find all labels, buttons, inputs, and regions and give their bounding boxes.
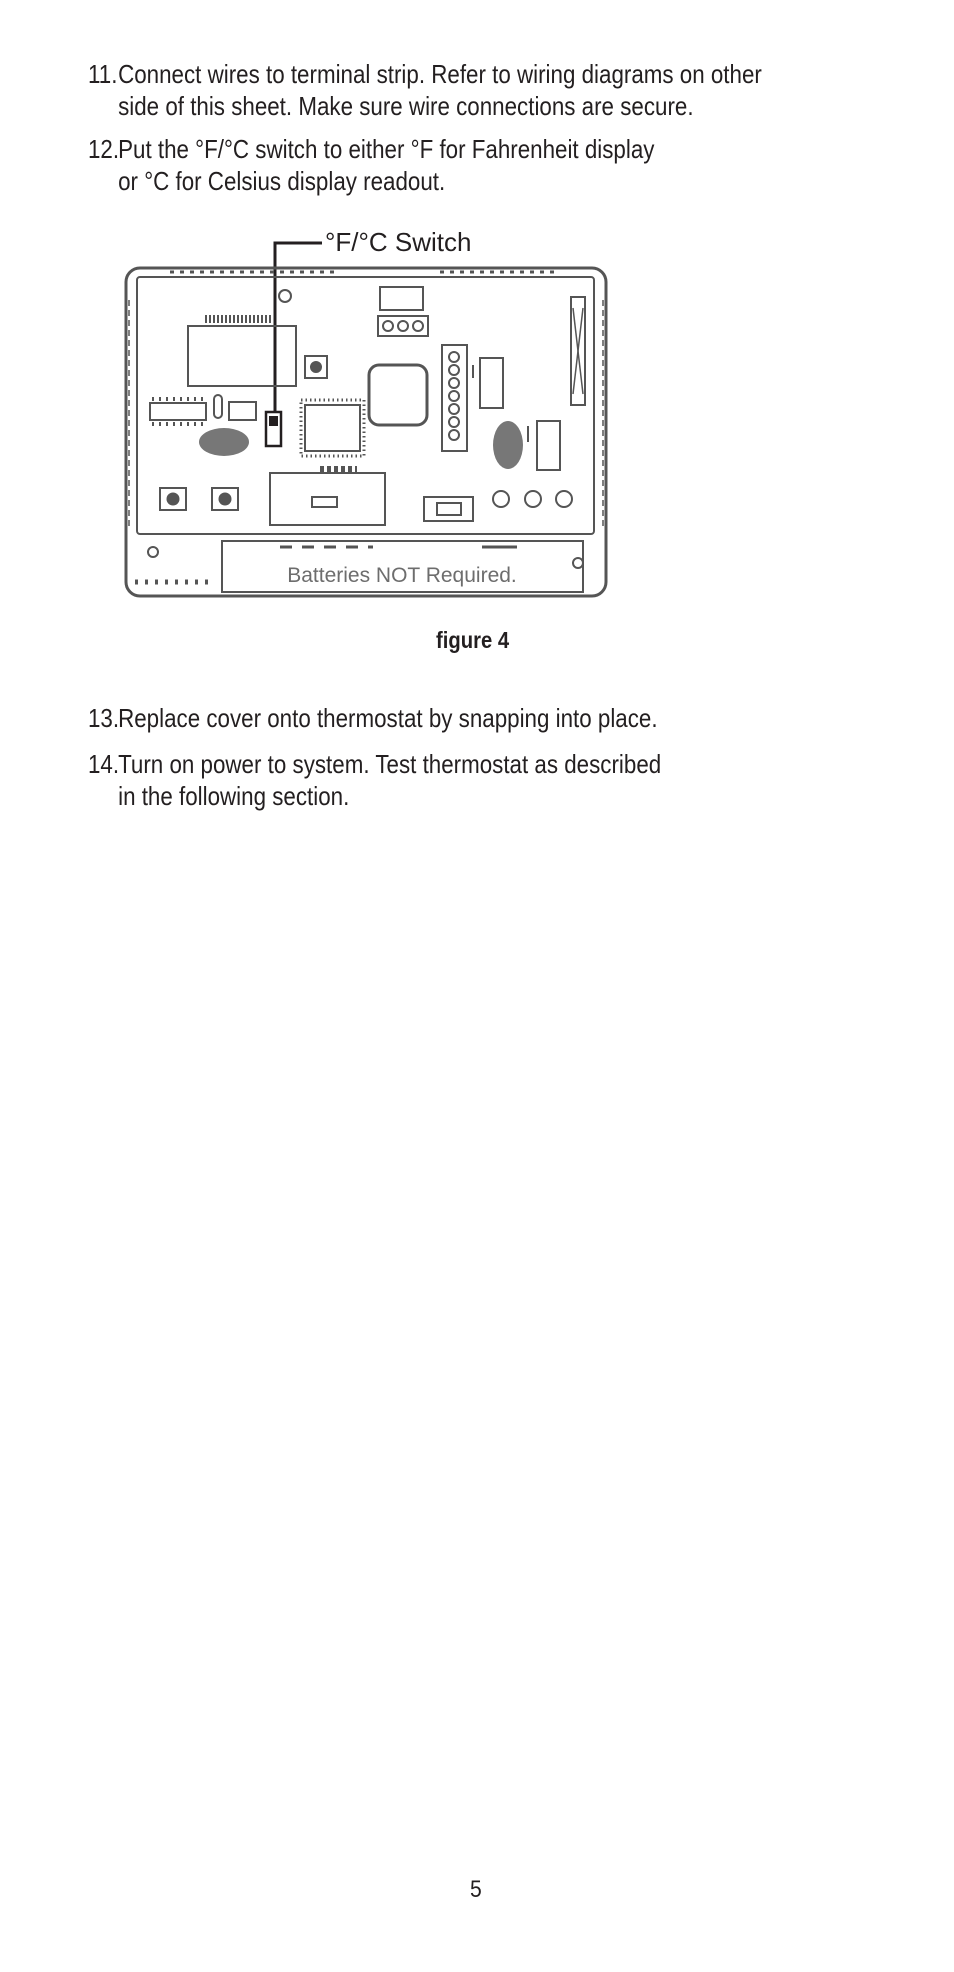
screw-icon bbox=[413, 321, 423, 331]
switch-block bbox=[424, 497, 473, 521]
step-text-line: side of this sheet. Make sure wire connections are secure. bbox=[118, 91, 694, 121]
connector-block bbox=[380, 287, 423, 310]
dip-chip bbox=[150, 403, 206, 420]
led-indicator bbox=[525, 491, 541, 507]
button-cap bbox=[311, 362, 321, 372]
mounting-hole bbox=[573, 558, 583, 568]
switch-label: °F/°C Switch bbox=[325, 227, 472, 257]
step-text-line: Turn on power to system. Test thermostat as described bbox=[118, 749, 662, 779]
crystal-oscillator bbox=[199, 428, 249, 456]
step-text bbox=[118, 58, 776, 122]
lcd-display bbox=[188, 326, 296, 386]
screw-icon bbox=[398, 321, 408, 331]
thermostat-circuit-board-figure bbox=[120, 224, 630, 619]
switch-slider bbox=[269, 416, 278, 426]
small-chip bbox=[229, 402, 256, 420]
step-text bbox=[118, 133, 776, 197]
instruction-step-12 bbox=[88, 133, 776, 197]
step-number: 14. bbox=[88, 749, 120, 779]
step-text bbox=[118, 748, 776, 812]
fan-button bbox=[219, 493, 232, 506]
microcontroller-pins bbox=[301, 400, 364, 456]
battery-label: Batteries NOT Required. bbox=[287, 564, 517, 587]
step-text-line: Put the °F/°C switch to either °F for Fahrenheit display bbox=[118, 134, 655, 164]
step-number: 11. bbox=[88, 59, 118, 89]
led-indicator bbox=[556, 491, 572, 507]
switch-slot bbox=[437, 503, 461, 515]
transformer-block bbox=[270, 473, 385, 525]
transformer-slot bbox=[312, 497, 337, 507]
step-text bbox=[118, 702, 776, 734]
page-number: 5 bbox=[470, 1876, 482, 1903]
relay-small bbox=[537, 421, 560, 470]
temperature-sensor bbox=[369, 365, 427, 425]
step-text-line: Connect wires to terminal strip. Refer to wiring diagrams on other bbox=[118, 59, 762, 89]
capacitor bbox=[493, 421, 523, 469]
screw-icon bbox=[383, 321, 393, 331]
mode-button bbox=[167, 493, 180, 506]
led-indicator bbox=[493, 491, 509, 507]
terminal-strip bbox=[442, 345, 467, 451]
step-number: 13. bbox=[88, 703, 120, 733]
instruction-step-13 bbox=[88, 702, 776, 734]
step-text-line: in the following section. bbox=[118, 781, 350, 811]
instruction-step-11 bbox=[88, 58, 776, 122]
relay bbox=[480, 358, 503, 408]
step-text-line: Replace cover onto thermostat by snapping into place. bbox=[118, 703, 658, 733]
mounting-hole bbox=[279, 290, 291, 302]
resistor bbox=[214, 395, 222, 418]
figure-caption: figure 4 bbox=[436, 627, 510, 653]
step-text-line: or °C for Celsius display readout. bbox=[118, 166, 446, 196]
mounting-hole bbox=[148, 547, 158, 557]
screw-terminal-block bbox=[378, 316, 428, 336]
step-number: 12. bbox=[88, 134, 120, 164]
instruction-step-14 bbox=[88, 748, 776, 812]
microcontroller-chip bbox=[305, 405, 360, 451]
thermostat-housing-outer bbox=[126, 268, 606, 596]
terminal-screws bbox=[449, 352, 459, 440]
